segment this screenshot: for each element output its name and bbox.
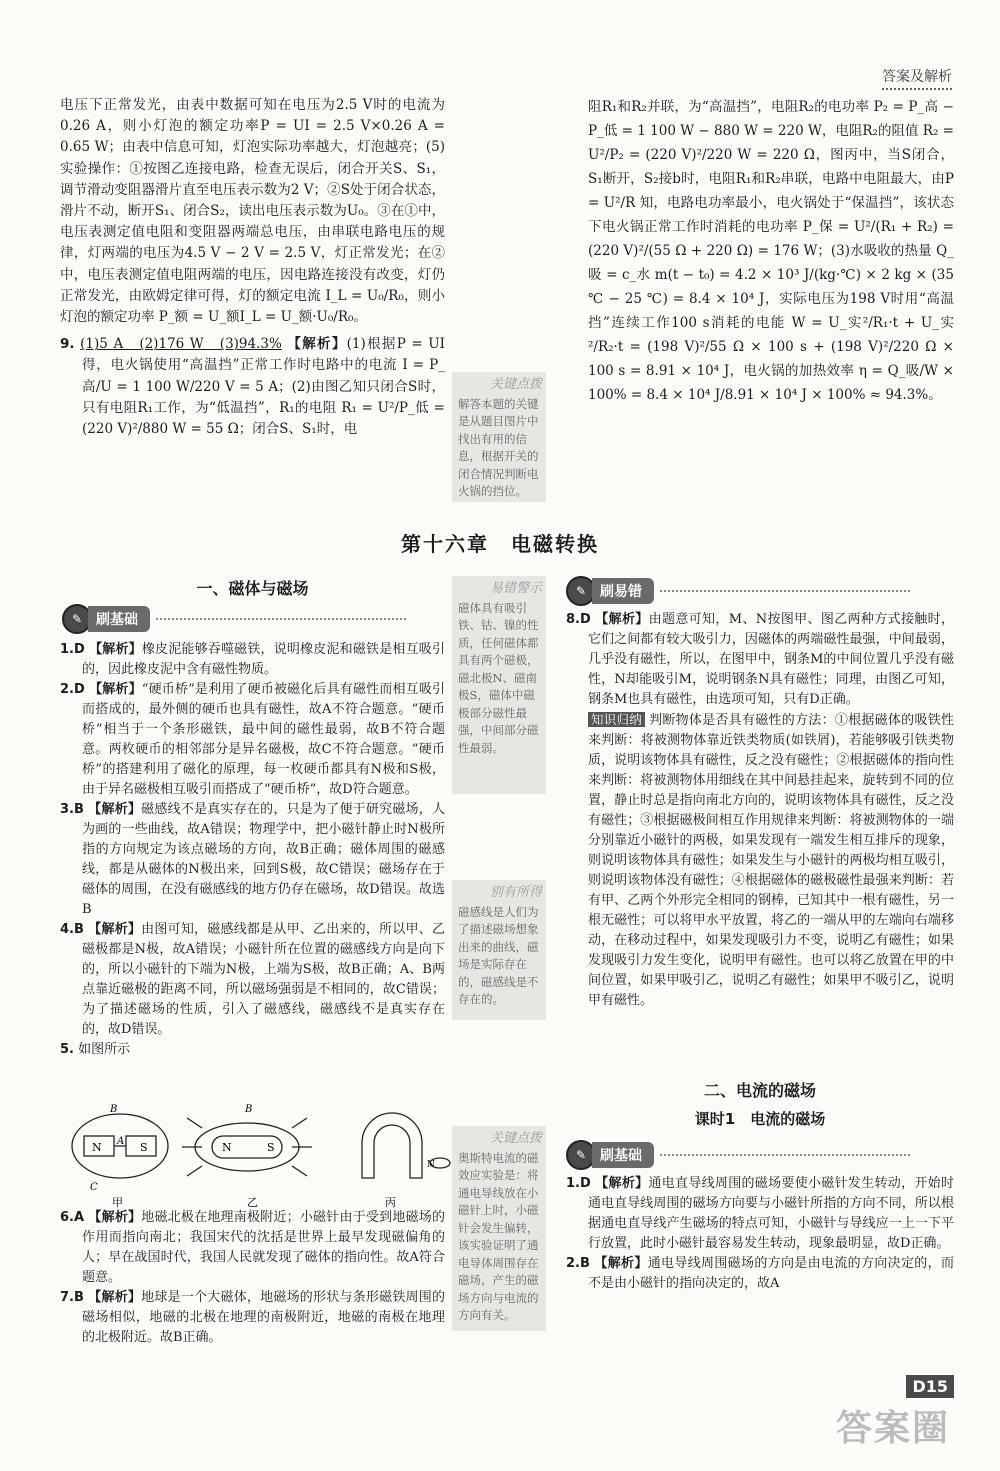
question-number: 7. [60,1290,74,1305]
analysis-tag: 【解析】 [595,1176,649,1191]
question-number: 2. [566,1256,580,1271]
answer: D [579,1176,591,1191]
analysis-tag: 【解析】 [89,682,142,697]
point-label: B [110,1104,118,1115]
analysis-tag: 【解析】 [287,336,347,353]
question-8 [566,610,954,710]
answer: D [73,642,85,657]
divider [660,590,910,592]
badge-error [566,576,910,606]
figure-label: 乙 [247,1196,258,1209]
question-number: 4. [60,922,74,937]
analysis-text: (1)根据P = UI得，电火锅使用“高温挡”正常工作时电路中的电流 I = P_高/U = 1 100 W/220 V = 5 A；(2)由图乙知只闭合S时，只有电阻R₁工作，为“低温挡”，R₁的电阻 R₁ = U²/P_低 = (220 V)²/880 W = 55 Ω；闭合S、S₁时，电 [82,336,446,438]
pole-label: N [222,1141,232,1154]
right-column [566,610,954,1011]
figure-label: 丙 [385,1196,396,1209]
pole-label: S [140,1141,148,1154]
analysis-tag: 【解析】 [88,802,142,817]
question-number: 1. [566,1176,580,1191]
question-3 [60,800,445,920]
analysis-text: 磁感线不是真实存在的，只是为了便于研究磁场，人为画的一些曲线，故A错误；物理学中，把小磁针静止时N极所指的方向规定为该点磁场的方向，故B正确；磁体周围的磁感线，都是从磁体的N极出来，回到S极，故C错误；磁场存在于磁体的周围，在没有磁感线的地方仍存在磁场，故D错误。故选B [82,802,445,917]
knowledge-tag: 知识归纳 [588,712,645,727]
analysis-text: 如图所示 [78,1042,131,1057]
figure-b [182,1118,312,1176]
tip-text: 解答本题的关键是从题目图片中找出有用的信息，根据开关的闭合情况判断电火锅的挡位。 [458,396,539,498]
analysis-tag: 【解析】 [88,1210,142,1225]
figure-c [362,1113,450,1178]
badge-basic-2 [566,1140,910,1170]
answer: D [73,682,85,697]
figure-label: 甲 [112,1196,123,1209]
analysis-text: 通电导线周围磁场的方向是由电流的方向决定的，而不是由小磁针的指向决定的，故A [588,1256,954,1291]
left-column-bottom [60,1208,445,1348]
section-title: 一、磁体与磁场 [196,579,309,598]
divider [660,1154,910,1156]
point-label: C [90,1182,98,1193]
pole-label: S [267,1141,275,1154]
analysis-text: 通电直导线周围的磁场要使小磁针发生转动，开始时通电直导线周围的磁场方向要与小磁针所指的方向不同，所以根据通电直导线产生磁场的特点可知，小磁针与导线应一上一下平行放置，此时小磁针最容易发生转动，现象最明显，故D正确。 [588,1176,954,1251]
badge-label: 刷基础 [88,606,150,632]
brush-icon: ✎ [566,1140,596,1170]
question-number: 8. [566,612,580,627]
brush-icon: ✎ [62,604,92,634]
question-2 [60,680,445,800]
analysis-text: 地磁北极在地理南极附近；小磁针由于受到地磁场的作用而指向南北；我国宋代的沈括是世界上最早发现磁偏角的人；早在战国时代，我国人民就发现了磁体的指向性。故A符合题意。 [82,1210,445,1285]
badge-label: 刷易错 [592,578,654,604]
pole-label: N [92,1141,102,1154]
lesson-title: 课时1 电流的磁场 [694,1110,826,1128]
answer: (1)5 A (2)176 W (3)94.3% [80,336,282,353]
tip-box-top [452,372,546,502]
answer: B [579,1256,590,1271]
analysis-text: 由图可知，磁感线都是从甲、乙出来的，所以甲、乙磁极都是N极，故A错误；小磁针所在位置的磁感线方向是向下的，所以小磁针的下端为N极，上端为S极，故B正确；A、B两点靠近磁极的距离不同，所以磁场强弱是不相同的，故C错误；为了描述磁场的性质，引入了磁感线，磁感线不是真实存在的，故D错误。 [82,922,445,1037]
top-left-column [60,95,445,440]
tip-box-error [452,576,546,794]
question-number: 1. [60,642,74,657]
analysis-text: “硬币桥”是利用了硬币被磁化后具有磁性而相互吸引而搭成的，最外侧的硬币也具有磁性，故A不符合题意。“硬币桥”相当于一个条形磁铁，最中间的磁性最弱，故B不符合题意。两枚硬币的相邻部分是异名磁极，故C不符合题意。“硬币桥”的搭建利用了磁化的原理，每一枚硬币都具有N极和S极，由于异名磁极相互吸引而搭成了“硬币桥”，故D符合题意。 [82,682,445,797]
question-number: 9. [60,336,75,353]
chapter-title: 第十六章 电磁转换 [401,532,599,556]
tip-box-gain [452,880,546,1020]
answer: B [73,1290,84,1305]
question-7 [60,1288,445,1348]
tip-title: 易错警示 [489,581,542,596]
knowledge-text: 判断物体是否具有磁性的方法：①根据磁体的吸铁性来判断：将被测物体靠近铁类物质(如铁屑)，若能够吸引铁类物质，说明该物体具有磁性，反之没有磁性；②根据磁体的指向性来判断：将被测物体用细线在其中间悬挂起来，旋转到不同的位置，静止时总是指向南北方向的，说明该物体具有磁性，反之没有磁性；③根据磁极间相互作用规律来判断：将被测物体的一端分别靠近小磁针的两极，如果发现有一端发生相互排斥的现象，则说明该物体具有磁性；如果发生与小磁针的两极均相互吸引，则说明该物体没有磁性；④根据磁体的磁极磁性最强来判断：若有甲、乙两个外形完全相同的钢棒，已知其中一根有磁性，另一根无磁性；可以将甲水平放置，将乙的一端从甲的左端向右端移动，在移动过程中，如果发现吸引力不变，说明乙有磁性；如果发现吸引力发生变化，说明甲有磁性。也可以将乙放置在甲的中间位置，如果甲吸引乙，说明乙有磁性；如果甲不吸引乙，说明甲有磁性。 [588,713,954,1008]
badge-basic [62,604,406,634]
paragraph: 阻R₁和R₂并联，为“高温挡”，电阻R₂的电功率 P₂ = P_高 − P_低 = 1 100 W − 880 W = 220 W，电阻R₂的阻值 R₂ = U²/P₂ = (220 V)²/220 W = 220 Ω，图丙中，当S闭合，S₁断开，S₂接b时，电阻R₁和R₂串联，电路中电阻最大，由P = U²/R 知，电路电功率最小，电火锅处于“保温挡”，该状态下电火锅正常工作时消耗的电功率 P_保 = U²/(R₁ + R₂) = (220 V)²/(55 Ω + 220 Ω) = 176 W；(3)水吸收的热量 Q_吸 = c_水 m(t − t₀) = 4.2 × 10³ J/(kg·℃) × 2 kg × (35 ℃ − 25 ℃) = 8.4 × 10⁴ J，实际电压为198 V时用“高温挡”连续工作100 s消耗的电能 W = U_实²/R₁·t + U_实²/R₂·t = (198 V)²/55 Ω × 100 s + (198 V)²/220 Ω × 100 s = 8.91 × 10⁴ J，电火锅的加热效率 η = Q_吸/W × 100% = 8.4 × 10⁴ J/8.91 × 10⁴ J × 100% ≈ 94.3%。 [588,99,954,403]
knowledge-summary [566,710,954,1011]
point-label: A [117,1136,125,1147]
answer: D [579,612,591,627]
tip-text: 磁感线是人们为了描述磁场想象出来的曲线，磁场是实际存在的，磁感线是不存在的。 [458,904,539,1006]
top-right-column [588,95,954,407]
question-2b [566,1254,954,1294]
question-number: 3. [60,802,74,817]
right-column-bottom [566,1174,954,1294]
question-number: 6. [60,1210,74,1225]
pole-label: N [427,1160,435,1170]
tip-text: 磁体具有吸引铁、钴、镍的性质，任何磁体都具有两个磁极，磁北极N、磁南极S，磁体中磁极部分磁性最强，中间部分磁性最弱。 [458,600,539,755]
tip-title: 别有所得 [489,885,542,900]
left-column [60,640,445,1060]
tip-title: 关键点拨 [489,377,542,392]
question-9 [60,334,445,440]
divider [156,618,406,620]
question-1 [60,640,445,680]
paragraph: 电压下正常发光，由表中数据可知在电压为2.5 V时的电流为0.26 A，则小灯泡的额定功率P = UI = 2.5 V×0.26 A = 0.65 W；由表中信息可知，灯泡实际功率越大，灯泡越亮；(5)实验操作：①按图乙连接电路，检查无误后，闭合开关S、S₁，调节滑动变阻器滑片直至电压表示数为2 V；②S处于闭合状态，滑片不动，断开S₁、闭合S₂，读出电压表示数为U₀。③在①中，电压表测定值电阻和变阻器两端总电压，由串联电路电压的规律，灯两端的电压为4.5 V − 2 V = 2.5 V，灯正常发光；在②中，电压表测定值电阻两端的电压，因电路连接没有改变，灯仍正常发光，由欧姆定律可得，灯的额定电流 I_L = U₀/R₀，则小灯泡的额定功率 P_额 = U_额I_L = U_额·U₀/R₀。 [60,97,445,326]
tip-text: 奥斯特电流的磁效应实验是：将通电导线放在小磁针上时，小磁针会发生偏转，该实验证明了通电导体周围存在磁场，产生的磁场方向与电流的方向有关。 [458,1150,539,1322]
question-4 [60,920,445,1040]
answer: B [73,802,84,817]
analysis-tag: 【解析】 [89,642,142,657]
tip-box-key [452,1126,546,1331]
question-number: 5. [60,1042,74,1057]
tip-title: 关键点拨 [489,1131,542,1146]
analysis-tag: 【解析】 [88,922,142,937]
analysis-text: 由题意可知，M、N按图甲、图乙两种方式接触时，它们之间都有较大吸引力，因磁体的两端磁性最强，中间最弱，几乎没有磁性，所以，在图甲中，钢条M的中间位置几乎没有磁性，N却能吸引M，说明钢条N具有磁性；同理，由图乙可知，钢条M也具有磁性，由选项可知，只有D正确。 [588,612,954,707]
question-number: 2. [60,682,74,697]
answer: B [73,922,84,937]
analysis-tag: 【解析】 [88,1290,142,1305]
watermark: 答案圈 [835,1408,950,1449]
header-label: 答案及解析 [882,66,952,90]
question-5 [60,1040,445,1060]
page-number: D15 [906,1375,954,1398]
question-1b [566,1174,954,1254]
section-title: 二、电流的磁场 [703,1081,816,1100]
analysis-text: 地球是一个大磁体，地磁场的形状与条形磁铁周围的磁场相似，地磁的北极在地理的南极附近，地磁的南极在地理的北极附近。故B正确。 [82,1290,445,1345]
analysis-tag: 【解析】 [594,1256,648,1271]
magnetic-field-figure [62,1098,452,1210]
brush-icon: ✎ [566,576,596,606]
question-6 [60,1208,445,1288]
analysis-tag: 【解析】 [595,612,649,627]
badge-label: 刷基础 [592,1142,654,1168]
point-label: B [245,1104,253,1115]
answer: A [73,1210,85,1225]
analysis-text: 橡皮泥能够吞噬磁铁，说明橡皮泥和磁铁是相互吸引的，因此橡皮泥中含有磁性物质。 [82,642,445,677]
